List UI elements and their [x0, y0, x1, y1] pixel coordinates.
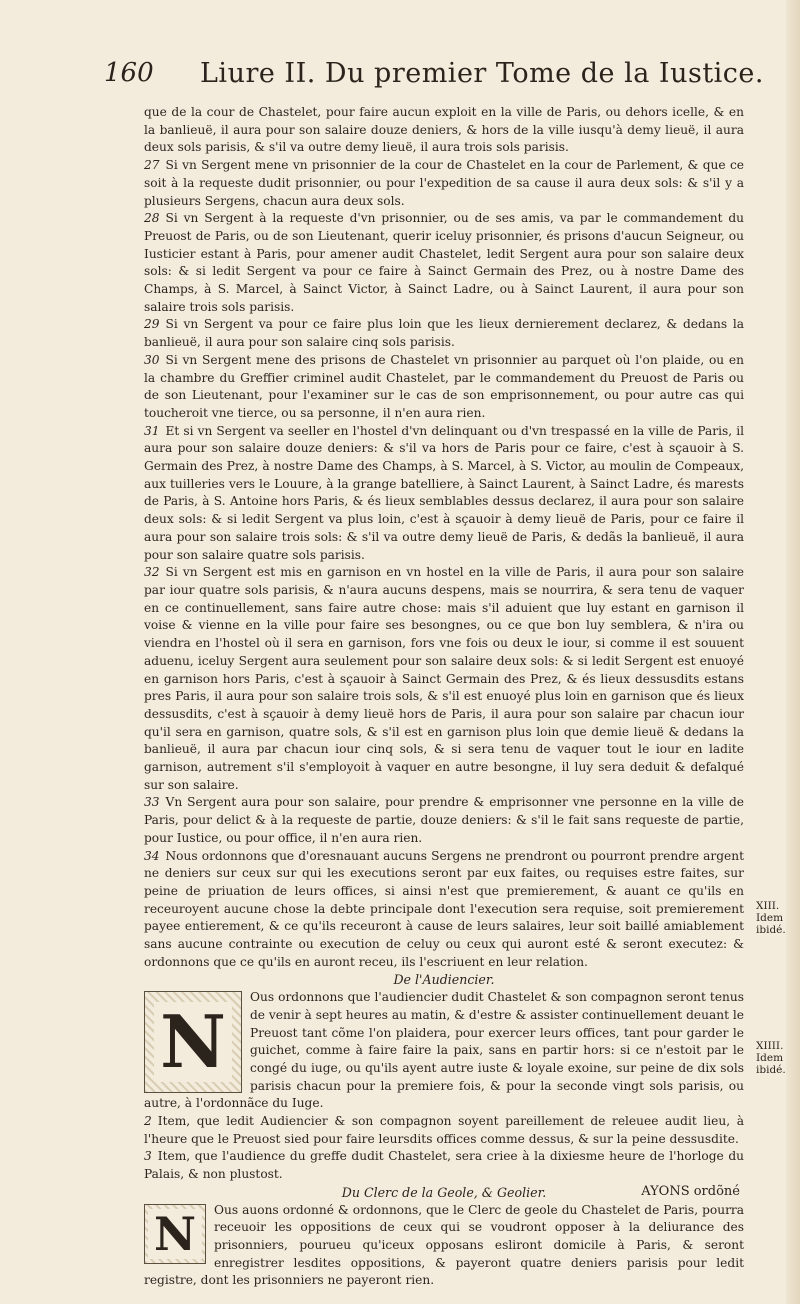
paragraph [144, 352, 744, 423]
article-number: 32 [144, 565, 160, 580]
paragraph-text: Si vn Sergent est mis en garnison en vn hostel en la ville de Paris, il aura pour son salaire par iour quatre sols parisis, & n'aura aucuns despens, mais se nourrira, & sera tenu de vaquer en ce continuellement, sans faire autre chose: mais s'il aduient que luy estant en garnison il voise & vienne en la ville pour faire ses besongnes, ou ce que bon luy semblera, & n'ira ou viendra en l'hostel où il sera en garnison, fors vne fois ou deux le iour, si comme il est souuent aduenu, iceluy Sergent aura seulement pour son salaire deux sols: & si ledit Sergent est enuoyé en garnison hors Paris, c'est à sçauoir à Sainct Germain des Prez, & és lieux dessusdits estans pres Paris, il aura pour son salaire trois sols, & s'il est enuoyé plus loin en garnison que és lieux dessusdits, c'est à sçauoir à demy lieuë hors de Paris, il aura pour son salaire par chacun iour qu'il sera en garnison, quatre sols, & s'il est en garnison plus loin que demie lieuë & dedans la banlieuë, il aura par chacun iour cinq sols, & si sera tenu de vaquer tout le iour en ladite garnison, autrement s'il s'employoit à vaquer en autre besongne, il luy sera deduit & defalqué sur son salaire. [144, 565, 744, 792]
running-title: Liure II. Du premier Tome de la Iustice. [200, 58, 764, 89]
article-number: 27 [144, 158, 160, 173]
paragraph [144, 316, 744, 351]
paragraph-text: que de la cour de Chastelet, pour faire aucun exploit en la ville de Paris, ou dehors icelle, & en la banlieuë, il aura pour son salaire douze deniers, & hors de la ville iusqu'à demy lieuë, il aura deux sols parisis, & s'il va outre demy lieuë, il aura trois sols parisis. [144, 105, 744, 155]
article-number: 34 [144, 848, 160, 863]
margin-note: XIII. Idem ibidé. [756, 900, 786, 936]
article-number: 3 [144, 1149, 152, 1164]
paragraph-text: Si vn Sergent mene des prisons de Chastelet vn prisonnier au parquet où l'on plaide, ou en la chambre du Greffier criminel audit Chastelet, par le commandement du Preuost de Paris ou de son Lieutenant, pour l'examiner sur le cas de son emprisonnement, ou pour autre cas qui toucheroit vne tierce, ou sa personne, il n'en aura rien. [144, 352, 744, 420]
paragraph-text: Item, que ledit Audiencier & son compagnon soyent pareillement de releuee audit lieu, à l'heure que le Preuost sied pour faire leursdits offices comme dessus, & sur la peine dessusdite. [144, 1114, 744, 1146]
paragraph-text: Item, que l'audience du greffe dudit Chastelet, sera criee à la dixiesme heure de l'horloge du Palais, & non plustost. [144, 1149, 744, 1182]
paragraph-text: Ous auons ordonné & ordonnons, que le Clerc de geole du Chastelet de Paris, pourra receuoir les oppositions de ceux qui se voudront opposer à la deliurance des prisonniers, pourueu qu'iceux opposans esliront domicile à Paris, & seront enregistrer lesdites oppositions, & payeront quatre deniers parisis pour ledit registre, dont les prisonniers ne payeront rien. [144, 1202, 744, 1288]
article-number: 2 [144, 1114, 152, 1129]
paragraph [144, 848, 744, 972]
page-header [104, 58, 764, 98]
article-number: 28 [144, 211, 160, 226]
catchword: AYONS ordõné [641, 1184, 740, 1199]
paragraph-text: Et si vn Sergent va seeller en l'hostel d'vn delinquant ou d'vn trespassé en la ville de Paris, il aura pour son salaire douze deniers: & s'il va hors de Paris pour ce faire, c'est à sçauoir à S. Germain des Prez, à nostre Dame des Champs, à S. Marcel, à S. Victor, au moulin de Compeaux, aux tuilleries vers le Louure, à la grange batelliere, à Sainct Laurent, à Sainct Ladre, és marests de Paris, à S. Antoine hors Paris, & és lieux semblables dessus declarez, il aura pour son salaire deux sols: & si ledit Sergent va plus loin, c'est à sçauoir à demy lieuë de Paris, pour ce faire il aura pour son salaire trois sols: & s'il va outre demy lieuë de Paris, & dedãs la banlieuë, il aura pour son salaire quatre sols parisis. [144, 423, 744, 562]
paragraph-text: Ous ordonnons que l'audiencier dudit Chastelet & son compagnon seront tenus de venir à sept heures au matin, & d'estre & assister continuellement deuant le Preuost tant cõme l'on plaidera, pour exercer leurs offices, tant pour garder le guichet, comme à faire faire la paix, sans en partir hors: si ce n'estoit par le congé du iuge, ou qu'ils ayent autre iuste & loyale exoine, sur peine de dix sols parisis chacun pour la premiere fois, & pour la seconde vingt sols parisis, ou autre, à l'ordonnãce du Iuge. [144, 990, 744, 1111]
folio-number: 160 [104, 58, 154, 88]
paragraph-text: Vn Sergent aura pour son salaire, pour prendre & emprisonner vne personne en la ville de Paris, pour delict & à la requeste de partie, douze deniers: & s'il le fait sans requeste de partie, pour Iustice, ou pour office, il n'en aura rien. [144, 795, 744, 845]
section-heading: Du Clerc de la Geole, & Geolier. [341, 1184, 547, 1200]
decorated-initial [144, 1204, 206, 1264]
paragraph [144, 1148, 744, 1183]
section-audiencier [144, 989, 744, 1184]
article-number: 31 [144, 423, 160, 438]
initial-letter: N [154, 1002, 232, 1082]
paragraph [144, 210, 744, 316]
article-number: 33 [144, 795, 160, 810]
section-geole [144, 1202, 744, 1291]
paragraph-text: Nous ordonnons que d'oresnauant aucuns Sergens ne prendront ou pourront prendre argent ne deniers sur ceux sur qui les executions seront par eux faites, ou requises estre faites, sur peine de priuation de leurs offices, si ainsi n'est que premierement, & auant ce qu'ils en receuroyent aucune chose la debte principale dont l'execution sera requise, soit premierement payee entierement, & ce qu'ils receuront à cause de leurs salaires, leur soit baillé amiablement sans aucune contrainte ou execution de celuy ou ceux qui auront esté & seront executez: & ordonnons que ce qu'ils en auront receu, ils l'escriuent en leur relation. [144, 848, 744, 969]
paragraph [144, 104, 744, 157]
paragraph [144, 794, 744, 847]
initial-letter: N [148, 1209, 202, 1259]
section-heading: De l'Audiencier. [393, 972, 495, 988]
paragraph-text: Si vn Sergent à la requeste d'vn prisonnier, ou de ses amis, va par le commandement du Preuost de Paris, ou de son Lieutenant, querir iceluy prisonnier, és prisons d'aucun Seigneur, ou Iusticier estant à Paris, pour amener audit Chastelet, ledit Sergent aura pour son salaire deux sols: & si ledit Sergent va pour ce faire à Sainct Germain des Prez, ou à nostre Dame des Champs, à S. Marcel, à Sainct Victor, à Sainct Ladre, ou à Sainct Laurent, il aura pour son salaire trois sols parisis. [144, 211, 744, 314]
paragraph [144, 1113, 744, 1148]
paragraph [144, 423, 744, 565]
article-number: 29 [144, 317, 160, 332]
margin-note: XIIII. Idem ibidé. [756, 1040, 786, 1076]
paragraph [144, 1202, 744, 1291]
decorated-initial [144, 991, 242, 1093]
text-body [144, 104, 744, 1290]
paragraph-text: Si vn Sergent mene vn prisonnier de la cour de Chastelet en la cour de Parlement, & que ce soit à la requeste dudit prisonnier, ou pour l'expedition de sa cause il aura deux sols: & s'il y a plusieurs Sergens, chacun aura deux sols. [144, 158, 744, 208]
page-gutter-shadow [786, 0, 800, 1304]
paragraph [144, 157, 744, 210]
paragraph [144, 564, 744, 794]
article-number: 30 [144, 352, 160, 367]
paragraph-text: Si vn Sergent va pour ce faire plus loin que les lieux dernierement declarez, & dedans la banlieuë, il aura pour son salaire cinq sols parisis. [144, 317, 744, 350]
